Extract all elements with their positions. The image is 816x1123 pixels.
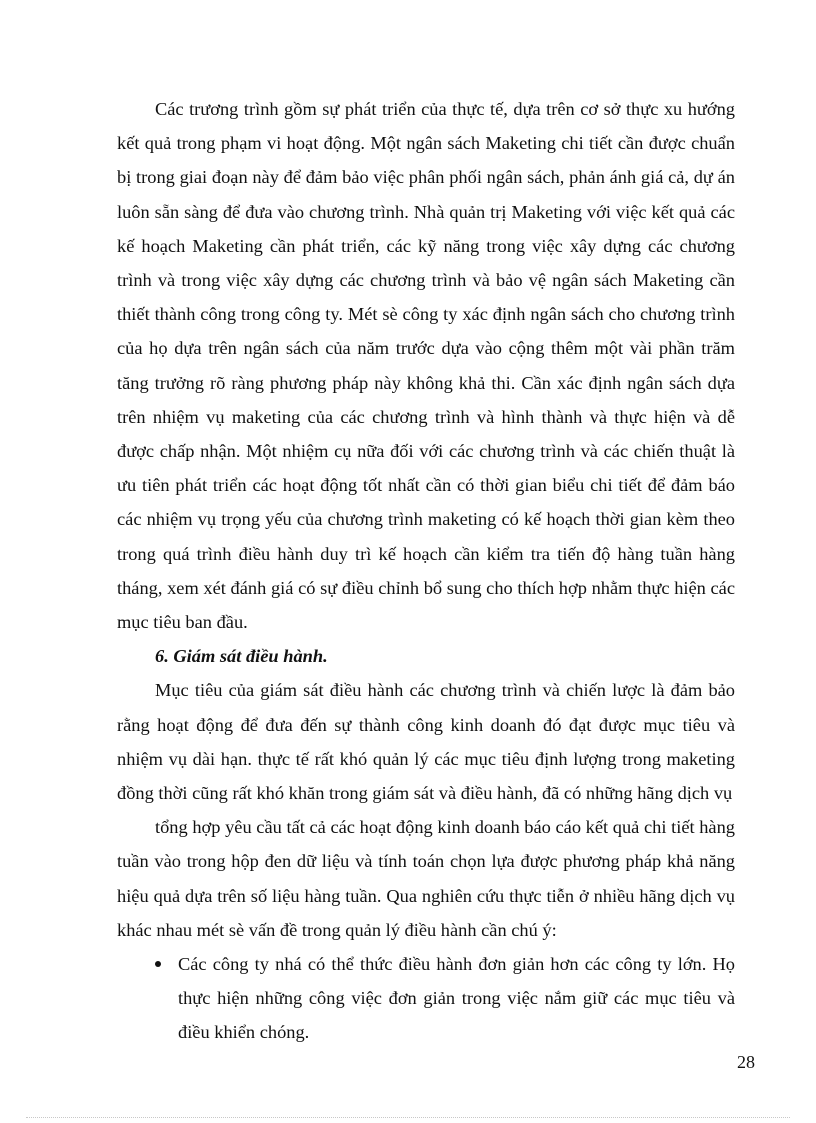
- document-body: [117, 92, 735, 1050]
- bullet-icon: [155, 961, 161, 967]
- page-number: 28: [737, 1052, 755, 1072]
- paragraph-budget-programs: Các trương trình gồm sự phát triển của thực tế, dựa trên cơ sở thực xu hướng kết quả trong phạm vi hoạt động. Một ngân sách Maketing chi tiết cần được chuẩn bị trong giai đoạn này để đảm bảo việc phân phối ngân sách, phản ánh giá cả, dự án luôn sẵn sàng để đưa vào chương trình. Nhà quản trị Maketing với việc kết quả các kế hoạch Maketing cần phát triển, các kỹ năng trong việc xây dựng các chương trình và trong việc xây dựng các chương trình và bảo vệ ngân sách Maketing cần thiết thành công trong công ty. Mét sè công ty xác định ngân sách cho chương trình của họ dựa trên ngân sách của năm trước dựa vào cộng thêm một vài phần trăm tăng trưởng rõ ràng phương pháp này không khả thi. Cần xác định ngân sách dựa trên nhiệm vụ maketing của các chương trình và hình thành và thực hiện và dễ được chấp nhận. Một nhiệm cụ nữa đối với các chương trình và các chiến thuật là ưu tiên phát triển các hoạt động tốt nhất cần có thời gian biểu chi tiết để đảm báo các nhiệm vụ trọng yếu của chương trình maketing có kế hoạch thời gian kèm theo trong quá trình điều hành duy trì kế hoạch cần kiểm tra tiến độ hàng tuần hàng tháng, xem xét đánh giá có sự điều chỉnh bổ sung cho thích hợp nhằm thực hiện các mục tiêu ban đầu.: [117, 99, 735, 633]
- list-item: [117, 947, 735, 1050]
- paragraph-monitoring-objectives: Mục tiêu của giám sát điều hành các chương trình và chiến lược là đảm bảo rằng hoạt động để đưa đến sự thành công kinh doanh đó đạt được mục tiêu và nhiệm vụ dài hạn. thực tế rất khó quản lý các mục tiêu định lượng trong maketing đồng thời cũng rất khó khăn trong giám sát và điều hành, đã có những hãng dịch vụ: [117, 680, 735, 804]
- bullet-list: [117, 947, 735, 1050]
- paragraph-weekly-reporting: tổng hợp yêu cầu tất cả các hoạt động kinh doanh báo cáo kết quả chi tiết hàng tuần vào trong hộp đen dữ liệu và tính toán chọn lựa được phương pháp khả năng hiệu quả dựa trên số liệu hàng tuần. Qua nghiên cứu thực tiễn ở nhiều hãng dịch vụ khác nhau mét sè vấn đề trong quản lý điều hành cần chú ý:: [117, 817, 735, 940]
- section-heading-monitoring: 6. Giám sát điều hành.: [155, 646, 328, 667]
- bullet-text: Các công ty nhá có thể thức điều hành đơn giản hơn các công ty lớn. Họ thực hiện những công việc đơn giản trong việc nắm giữ các mục tiêu và điều khiển chóng.: [178, 954, 735, 1043]
- page-bottom-divider: [26, 1117, 790, 1118]
